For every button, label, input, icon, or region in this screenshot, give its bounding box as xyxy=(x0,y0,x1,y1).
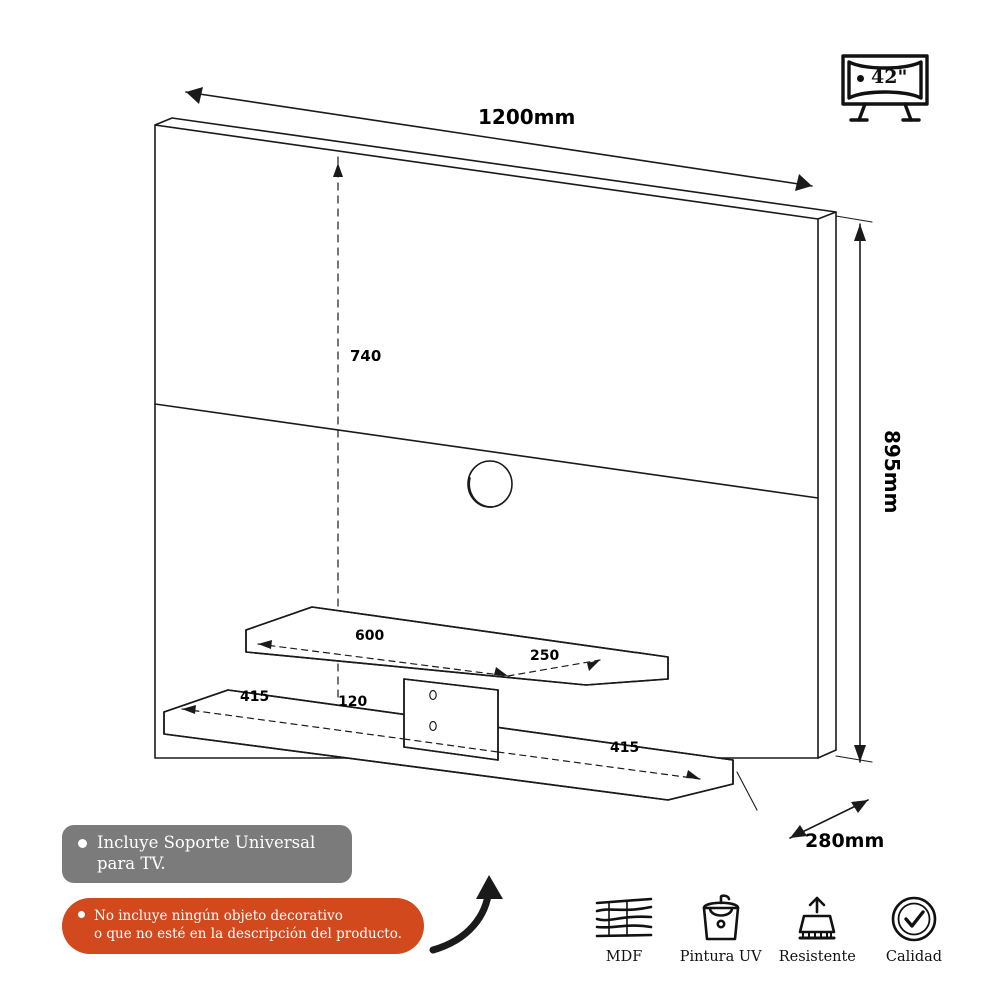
curved-pointer-arrow xyxy=(433,875,503,950)
weight-load-icon xyxy=(790,893,844,945)
callout-nodeco-line1: No incluye ningún objeto decorativo xyxy=(94,908,343,925)
dimension-label-415-left: 415 xyxy=(240,689,270,705)
feature-calidad xyxy=(868,893,960,983)
feature-resistente-label: Resistente xyxy=(778,949,856,965)
dimension-arrow-height xyxy=(836,216,872,762)
feature-calidad-label: Calidad xyxy=(885,949,943,965)
dimension-label-415-right: 415 xyxy=(610,740,640,756)
center-divider xyxy=(404,679,498,760)
dimension-label-120: 120 xyxy=(338,694,368,710)
dimension-label-250: 250 xyxy=(530,648,560,664)
callout-no-decoration xyxy=(62,898,424,954)
badge-bullet-dot xyxy=(857,75,864,82)
callout-nodeco-text xyxy=(94,908,402,943)
paint-bucket-icon xyxy=(695,893,747,945)
bullet-dot-icon xyxy=(78,911,85,918)
dimension-arrow-depth xyxy=(737,772,868,838)
callout-support-line1: Incluye Soporte Universal xyxy=(97,833,316,853)
bullet-dot-icon xyxy=(78,839,87,848)
dimension-label-depth: 280mm xyxy=(805,830,885,852)
dimension-label-600: 600 xyxy=(355,628,385,644)
tv-size-label: 42" xyxy=(871,66,908,88)
dimension-label-740: 740 xyxy=(350,347,382,365)
feature-pintura-uv xyxy=(675,893,767,983)
feature-icon-row xyxy=(578,893,960,983)
wood-grain-icon xyxy=(593,893,655,945)
feature-mdf xyxy=(578,893,670,983)
callout-nodeco-line2: o que no esté en la descripción del producto. xyxy=(94,926,402,942)
check-badge-icon xyxy=(888,893,940,945)
dimension-label-width: 1200mm xyxy=(478,105,576,129)
dimension-label-height: 895mm xyxy=(880,430,904,514)
tv-size-badge xyxy=(835,42,935,130)
callout-support-line2: para TV. xyxy=(97,854,166,873)
callout-includes-support xyxy=(62,825,352,883)
feature-resistente xyxy=(771,893,863,983)
feature-mdf-label: MDF xyxy=(605,949,643,965)
callout-support-text xyxy=(97,833,315,874)
feature-pintura-label: Pintura UV xyxy=(679,949,762,965)
